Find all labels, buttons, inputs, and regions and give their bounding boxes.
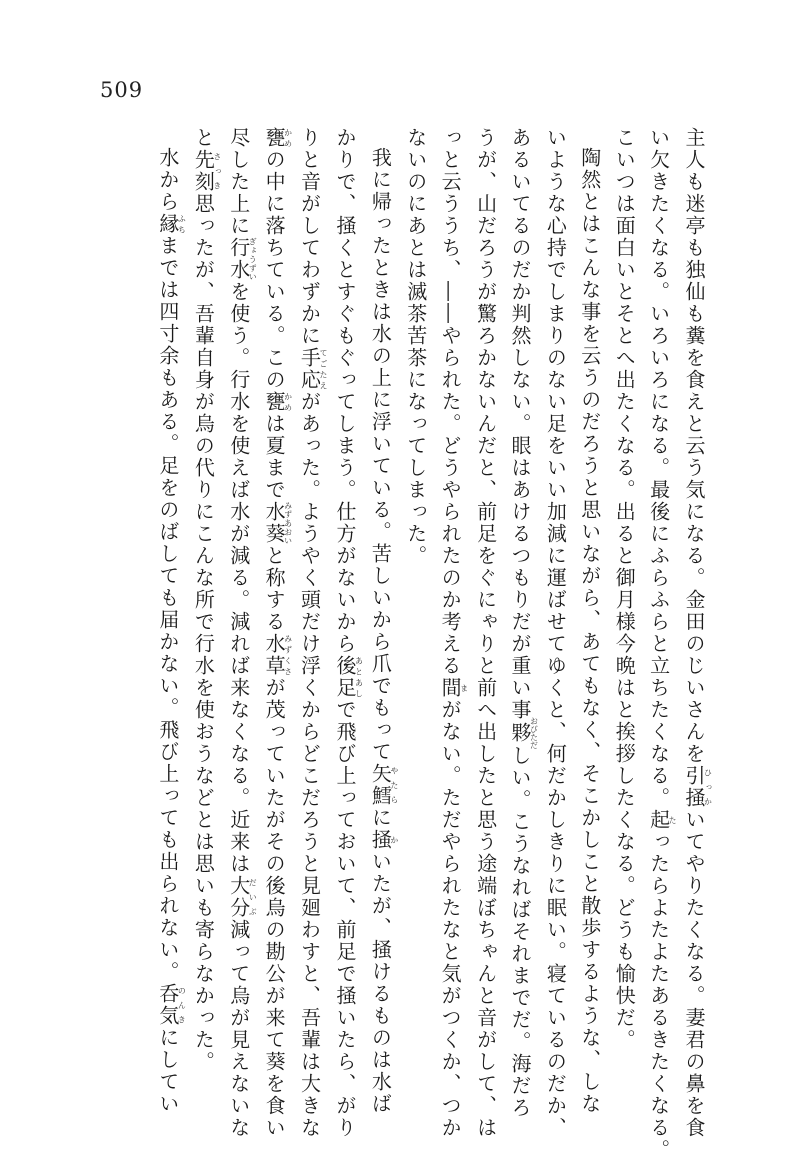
- text-line: い欠きたくなる。いろいろになる。最後にふらふらと立ちたくなる。起たったらよたよたあるきたくなる。: [646, 127, 678, 1161]
- ruby-annotation: 呑気のんき: [155, 983, 187, 1027]
- ruby-annotation: 手応てごたえ: [297, 347, 329, 391]
- text-line: 我に帰ったときは水の上に浮いている。苦しいから爪でもって矢鱈やたらに掻かいたが、掻けるものは水ば: [368, 147, 399, 1115]
- ruby-annotation: 大分だいぶ: [226, 875, 258, 919]
- text-line: うが、山だろうが驚ろかないんだと、前足をぐにゃりと前へ出したと思う途端ぼちゃんと音がして、は: [473, 127, 498, 1139]
- ruby-annotation: 先刻さっき: [191, 149, 222, 193]
- text-line: 尽した上に行水ぎょうずいを使う。行水を使えば水が減る。減れば来なくなる。近来は大分だいぶ減って烏が見えないな: [226, 127, 258, 1139]
- ruby-annotation: 後足あとあし: [332, 655, 364, 699]
- ruby-annotation: 矢鱈やたら: [368, 763, 399, 807]
- text-line: ないのにあとは滅茶苦茶になってしまった。: [403, 127, 428, 567]
- ruby-annotation: 甕かめ: [262, 127, 293, 149]
- text-line: 甕かめの中に落ちている。この甕かめは夏まで水葵みずあおいと称する水草みずくさが茂っていたがその後烏の勘公が来て葵を食い: [262, 127, 293, 1139]
- ruby-annotation: 行水ぎょうずい: [226, 237, 258, 281]
- text-line: りと音がしてわずかに手応てごたえがあった。ようやく頭だけ浮くからどこだろうと見廻わすと、吾輩は大きな: [297, 127, 329, 1139]
- page-number: 509: [100, 78, 144, 102]
- text-line: あるいてるのだか判然しない。眼はあけるつもりだが重い事夥おびただしい。こうなればそれまでだ。海だろ: [507, 127, 539, 1119]
- ruby-annotation: 水葵みずあおい: [262, 501, 293, 545]
- ruby-annotation: 間ま: [438, 677, 469, 699]
- text-line: 主人も迷亭も独仙も糞を食えと云う気になる。金田のじいさんを引掻ひっかいてやりたくなる。妻君の鼻を食: [682, 127, 713, 1139]
- ruby-annotation: 甕かめ: [262, 391, 293, 413]
- text-line: と先刻さっき思ったが、吾輩自身が烏の代りにこんな所で行水を使おうなどとは思いも寄らなかった。: [191, 127, 222, 1073]
- ruby-annotation: 縁ふち: [155, 213, 187, 235]
- text-line: 水から縁ふちまでは四寸余もある。足をのばしても届かない。飛び上っても出られない。呑気のんきにしてい: [155, 147, 187, 1115]
- ruby-annotation: 引掻ひっか: [682, 765, 713, 809]
- body-text: [90, 127, 713, 1161]
- ruby-annotation: 起た: [646, 809, 678, 831]
- text-line: 陶然とはこんな事を云うのだろうと思いながら、あてもなく、そこかしこと散歩するような、しな: [577, 147, 602, 1115]
- text-line: いような心持でしまりのない足をいい加減に運ばせてゆくと、何だかしきりに眠い。寝ているのだか、: [543, 127, 568, 1139]
- text-line: こいつは面白いとそとへ出たくなる。出ると御月様今晩はと挨拶したくなる。どうも愉快だ。: [612, 127, 637, 1051]
- ruby-annotation: 掻か: [368, 829, 399, 851]
- text-line: かりで、掻くとすぐもぐってしまう。仕方がないから後足あとあしで飛び上っておいて、前足で掻いたら、がり: [332, 127, 364, 1139]
- ruby-annotation: 夥おびただ: [507, 717, 539, 749]
- text-line: っと云ううち、――やられた。どうやられたのか考える間まがない。ただやられたなと気がつくか、つか: [438, 127, 469, 1139]
- ruby-annotation: 水草みずくさ: [262, 633, 293, 677]
